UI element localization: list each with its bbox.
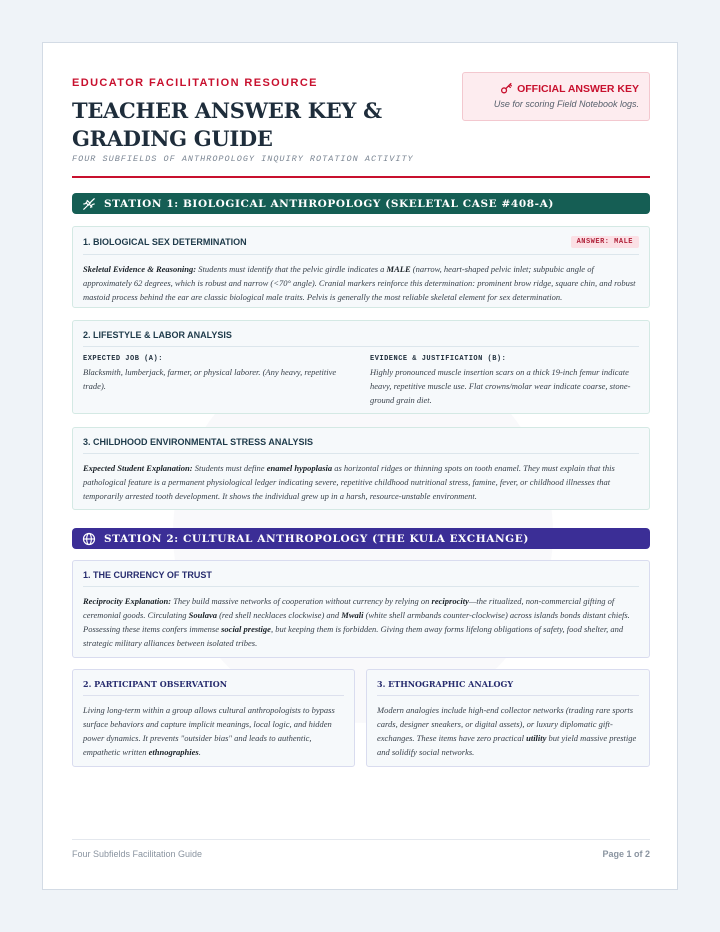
evidence-label: Expected Student Explanation: <box>83 463 193 473</box>
body-text: They build massive networks of cooperation without currency by relying on <box>171 596 432 606</box>
card-body <box>83 594 639 650</box>
body-text: but yield massive prestige and solidify social networks. <box>377 733 637 757</box>
footer-guide-title: Four Subfields Facilitation Guide <box>72 849 203 859</box>
card-heading-text: 1. THE CURRENCY OF TRUST <box>83 570 212 580</box>
card-body <box>377 703 639 759</box>
column-text: Highly pronounced muscle insertion scars on a thick 19-inch femur indicate heavy, repetitive muscle use. Flat crowns/molar wear indicate coarse, stone-ground grain diet. <box>370 367 631 405</box>
card-body <box>83 461 639 503</box>
highlight-term: Soulava <box>188 610 217 620</box>
body-text: Modern analogies include high-end collector networks (trading rare sports cards, designer sneakers, or digital assets), or luxury diplomatic gift-exchanges. These items have zero practical <box>377 705 634 743</box>
column-label: EVIDENCE & JUSTIFICATION (B): <box>370 355 507 363</box>
card-childhood-stress <box>72 427 650 510</box>
highlight-term: social prestige <box>221 624 271 634</box>
page-number: Page 1 of 2 <box>602 849 650 859</box>
highlight-term: MALE <box>386 264 411 274</box>
card-currency-of-trust <box>72 560 650 658</box>
body-text: Students must identify that the pelvic girdle indicates a <box>196 264 387 274</box>
card-heading <box>83 437 639 454</box>
highlight-term: ethnographies <box>148 747 199 757</box>
column-label: EXPECTED JOB (A): <box>83 355 163 363</box>
dna-icon <box>82 197 96 211</box>
card-body <box>83 703 344 759</box>
answer-key-title-row <box>463 82 639 95</box>
card-heading-text: 3. CHILDHOOD ENVIRONMENTAL STRESS ANALYSIS <box>83 437 314 447</box>
highlight-term: Mwali <box>341 610 364 620</box>
card-heading <box>83 570 639 587</box>
body-text: (red shell necklaces clockwise) and <box>216 610 342 620</box>
card-participant-observation <box>72 669 355 767</box>
column-evidence <box>370 355 639 407</box>
body-text: Students must define <box>192 463 267 473</box>
body-text: (white shell armbands counter-clockwise) across islands bonds distant chiefs. Possessing these items confers immense <box>83 610 630 634</box>
card-heading <box>83 236 639 255</box>
page-subtitle: FOUR SUBFIELDS OF ANTHROPOLOGY INQUIRY ROTATION ACTIVITY <box>72 154 414 164</box>
station-2-title: STATION 2: CULTURAL ANTHROPOLOGY (THE KULA EXCHANGE) <box>104 532 529 545</box>
key-icon <box>500 82 513 95</box>
station-2-banner <box>72 528 650 549</box>
card-heading <box>83 330 639 347</box>
station-1-title: STATION 1: BIOLOGICAL ANTHROPOLOGY (SKELETAL CASE #408-A) <box>104 197 554 210</box>
body-text: (narrow, heart-shaped pelvic inlet; subpubic angle of approximately 62 degrees, which is robust and narrow (<70° angle). Cranial markers reinforce this determination: prominent brow ridge, square chin, and robust mastoid process behind the ear are classic biological male traits. Pelvis is generally the most reliable skeletal element for sex determination. <box>83 264 636 302</box>
card-heading-text: 2. LIFESTYLE & LABOR ANALYSIS <box>83 330 232 340</box>
body-text: as horizontal ridges or thinning spots on tooth enamel. They must explain that this pathological feature is a permanent physiological ledger indicating severe, repetitive childhood nutritional stress, famine, fever, or childhood illnesses that temporarily arrested tooth development. It shows the individual grew up in a harsh, resource-unstable environment. <box>83 463 615 501</box>
evidence-label: Skeletal Evidence & Reasoning: <box>83 264 197 274</box>
highlight-term: enamel hypoplasia <box>266 463 333 473</box>
station-1-banner <box>72 193 650 214</box>
card-heading-text: 3. ETHNOGRAPHIC ANALOGY <box>377 679 639 696</box>
answer-badge: ANSWER: MALE <box>571 236 639 248</box>
column-expected-job <box>83 355 352 407</box>
card-sex-determination <box>72 226 650 308</box>
header-divider <box>72 176 650 178</box>
highlight-term: reciprocity <box>431 596 469 606</box>
body-text: , but keeping them is forbidden. Giving them away forms lifelong obligations of safety, food shelter, and strategic military alliances between isolated tribes. <box>83 624 624 648</box>
answer-key-subtitle: Use for scoring Field Notebook logs. <box>493 99 639 109</box>
card-lifestyle-analysis <box>72 320 650 414</box>
highlight-term: utility <box>526 733 547 743</box>
body-text: —the ritualized, non-commercial gifting of ceremonial goods. Circulating <box>83 596 615 620</box>
two-column-answers <box>83 355 639 407</box>
footer-divider <box>72 839 650 840</box>
card-heading-text: 2. PARTICIPANT OBSERVATION <box>83 679 344 696</box>
body-text: Living long-term within a group allows cultural anthropologists to bypass surface behaviors and capture implicit meanings, local logic, and hidden power dynamics. It prevents "outsider bias" and leads to authentic, empathetic written <box>83 705 335 757</box>
card-heading-text: 1. BIOLOGICAL SEX DETERMINATION <box>83 237 247 247</box>
card-ethnographic-analogy <box>366 669 650 767</box>
answer-key-callout <box>462 72 650 121</box>
page-title: TEACHER ANSWER KEY & GRADING GUIDE <box>72 98 382 151</box>
eyebrow-label: EDUCATOR FACILITATION RESOURCE <box>72 77 318 89</box>
body-text: . <box>198 747 201 757</box>
document-page <box>42 42 678 890</box>
column-text: Blacksmith, lumberjack, farmer, or physical laborer. (Any heavy, repetitive trade). <box>83 367 337 391</box>
answer-key-title: OFFICIAL ANSWER KEY <box>517 82 639 95</box>
globe-icon <box>82 532 96 546</box>
card-body <box>83 262 639 304</box>
evidence-label: Reciprocity Explanation: <box>83 596 172 606</box>
